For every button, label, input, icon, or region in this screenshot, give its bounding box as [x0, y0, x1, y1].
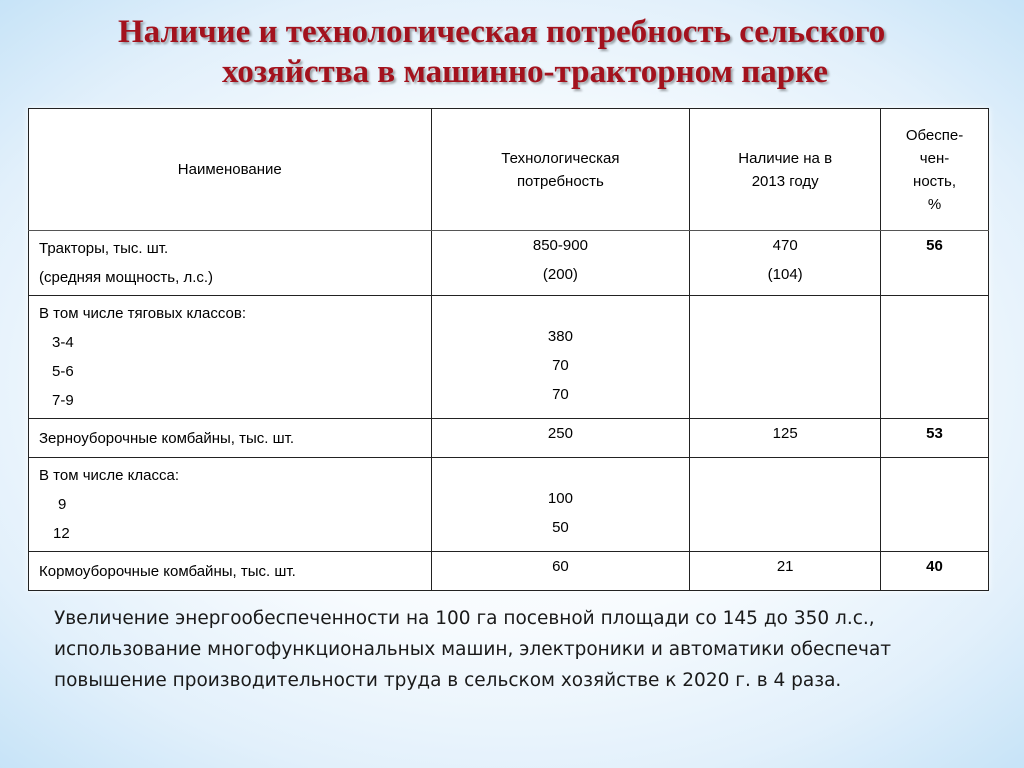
table-row-grain-classes [29, 458, 989, 552]
traction-class-3-4: 3-4 [52, 334, 74, 351]
header-availability [690, 109, 881, 231]
forage-harvesters-provision-value: 40 [926, 558, 943, 575]
grain-harvesters-need-value: 250 [547, 425, 573, 442]
tractors-need-power: (200) [542, 266, 578, 283]
forage-harvesters-availability-value: 21 [776, 558, 794, 575]
grain-harvesters-name: Зерноуборочные комбайны, тыс. шт. [39, 429, 295, 447]
header-provision [881, 109, 989, 231]
tractors-need-value: 850-900 [532, 237, 588, 254]
grain-harvesters-availability-cell [690, 419, 881, 458]
forage-harvesters-availability-cell [690, 552, 881, 591]
slide-title-line-2: хозяйства в машинно-тракторном парке [222, 54, 828, 90]
table-header-row [29, 109, 989, 231]
summary-line-1: Увеличение энергообеспеченности на 100 га посевной площади со 145 до 350 л.с., [54, 608, 875, 629]
tractors-need-cell [431, 231, 690, 296]
header-provision-line-1: Обеспе- [905, 126, 964, 144]
slide-title-line-1: Наличие и технологическая потребность сельского [118, 14, 886, 50]
slide-title [0, 12, 1024, 92]
tractors-availability-power: (104) [767, 266, 803, 283]
grain-classes-heading: В том числе класса: [39, 467, 179, 484]
grain-harvesters-need-cell [431, 419, 690, 458]
summary-paragraph [54, 603, 994, 696]
table-row-traction-classes [29, 296, 989, 419]
traction-classes-name-cell [29, 296, 432, 419]
grain-class-9: 9 [58, 496, 67, 513]
grain-classes-provision-cell [881, 458, 989, 552]
traction-class-5-6: 5-6 [52, 363, 74, 380]
machinery-table [28, 108, 989, 591]
header-need-line-2: потребность [516, 172, 604, 190]
tractors-provision-value: 56 [926, 237, 943, 254]
header-provision-line-3: ность, [913, 172, 957, 190]
traction-class-7-9: 7-9 [52, 392, 74, 409]
grain-harvesters-provision-cell [881, 419, 989, 458]
grain-class-12: 12 [53, 525, 70, 542]
grain-class-12-need: 50 [552, 519, 569, 536]
traction-classes-need-cell [431, 296, 690, 419]
grain-classes-need-cell [431, 458, 690, 552]
traction-class-5-6-need: 70 [552, 357, 569, 374]
header-need-line-1: Технологическая [501, 149, 620, 167]
traction-class-7-9-need: 70 [552, 386, 569, 403]
tractors-availability-value: 470 [772, 237, 798, 254]
grain-classes-name-cell [29, 458, 432, 552]
tractors-provision-cell [881, 231, 989, 296]
header-name [29, 109, 432, 231]
header-provision-line-4: % [927, 195, 942, 213]
forage-harvesters-name: Кормоуборочные комбайны, тыс. шт. [39, 562, 296, 580]
tractors-name-line-1: Тракторы, тыс. шт. [39, 240, 169, 257]
table-row-forage-harvesters [29, 552, 989, 591]
header-need [431, 109, 690, 231]
forage-harvesters-need-cell [431, 552, 690, 591]
summary-line-2: использование многофункциональных машин, электроники и автоматики обеспечат [54, 639, 892, 660]
forage-harvesters-need-value: 60 [552, 558, 569, 575]
traction-classes-heading: В том числе тяговых классов: [39, 305, 247, 322]
table-row-grain-harvesters [29, 419, 989, 458]
grain-class-9-need: 100 [547, 490, 573, 507]
forage-harvesters-name-cell [29, 552, 432, 591]
grain-harvesters-provision-value: 53 [926, 425, 943, 442]
grain-harvesters-name-cell [29, 419, 432, 458]
summary-line-3: повышение производительности труда в сельском хозяйстве к 2020 г. в 4 раза. [54, 670, 842, 691]
table-row-tractors [29, 231, 989, 296]
tractors-name-cell [29, 231, 432, 296]
traction-class-3-4-need: 380 [547, 328, 573, 345]
header-availability-line-1: Наличие на в [738, 149, 833, 167]
forage-harvesters-provision-cell [881, 552, 989, 591]
header-availability-line-2: 2013 году [751, 172, 819, 190]
traction-classes-availability-cell [690, 296, 881, 419]
grain-harvesters-availability-value: 125 [772, 425, 798, 442]
header-provision-line-2: чен- [919, 149, 950, 167]
grain-classes-availability-cell [690, 458, 881, 552]
tractors-name-line-2: (средняя мощность, л.с.) [39, 269, 214, 286]
header-name-label: Наименование [177, 161, 282, 178]
traction-classes-provision-cell [881, 296, 989, 419]
tractors-availability-cell [690, 231, 881, 296]
